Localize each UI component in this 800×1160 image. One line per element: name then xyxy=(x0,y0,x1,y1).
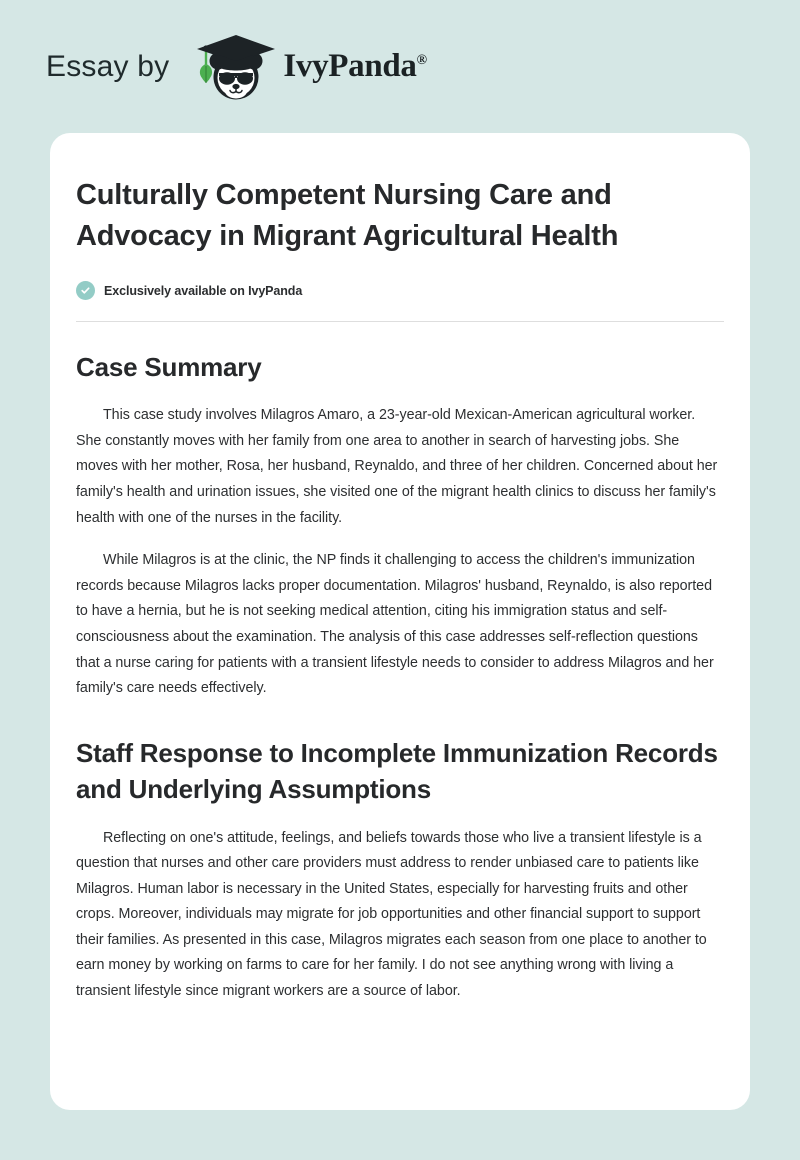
exclusive-availability-label: Exclusively available on IvyPanda xyxy=(104,283,303,298)
ivypanda-logo[interactable] xyxy=(183,31,427,103)
section-heading-staff-response: Staff Response to Incomplete Immunization Records and Underlying Assumptions xyxy=(76,737,718,804)
exclusive-availability-badge xyxy=(76,281,724,300)
paragraph: This case study involves Milagros Amaro, a 23-year-old Mexican-American agricultural worker. She constantly moves with her family from one area to another in search of harvesting jobs. She moves with her mother, Rosa, her husband, Reynaldo, and three of her children. Concerned about her family's health and urination issues, she visited one of the migrant health clinics to discuss her family's health with one of the nurses in the facility. xyxy=(76,407,718,526)
header-divider xyxy=(76,321,724,322)
paragraph: While Milagros is at the clinic, the NP finds it challenging to access the children's immunization records because Milagros lacks proper documentation. Milagros' husband, Reynaldo, is also reported to have a hernia, but he is not seeking medical attention, citing his immigration status and self-consciousness about the examination. The analysis of this case addresses self-reflection questions that a nurse caring for patients with a transient lifestyle needs to consider to address Milagros and her family's care needs effectively. xyxy=(76,552,714,697)
ivypanda-wordmark xyxy=(283,50,427,83)
wordmark-text: IvyPanda xyxy=(283,48,417,84)
paragraph: Reflecting on one's attitude, feelings, and beliefs towards those who live a transient lifestyle is a question that nurses and other care providers must address to render unbiased care to patients like Milagros. Human labor is necessary in the United States, especially for harvesting fruits and other crops. Moreover, individuals may migrate for job opportunities and other financial support to support their families. As presented in this case, Milagros migrates each season from one place to another to earn money by working on farms to care for her family. I do not see anything wrong with living a transient lifestyle since migrant workers are a source of labor. xyxy=(76,829,707,1000)
brand-header xyxy=(0,0,800,133)
essay-by-label: Essay by xyxy=(46,49,170,83)
check-circle-icon xyxy=(76,281,95,300)
section-heading-case-summary: Case Summary xyxy=(76,352,262,383)
ivypanda-panda-graduate-icon xyxy=(183,31,279,103)
essay-paper-card xyxy=(50,133,750,1110)
registered-trademark-symbol: ® xyxy=(416,53,428,68)
page-title: Culturally Competent Nursing Care and Advocacy in Migrant Agricultural Health xyxy=(76,179,619,253)
